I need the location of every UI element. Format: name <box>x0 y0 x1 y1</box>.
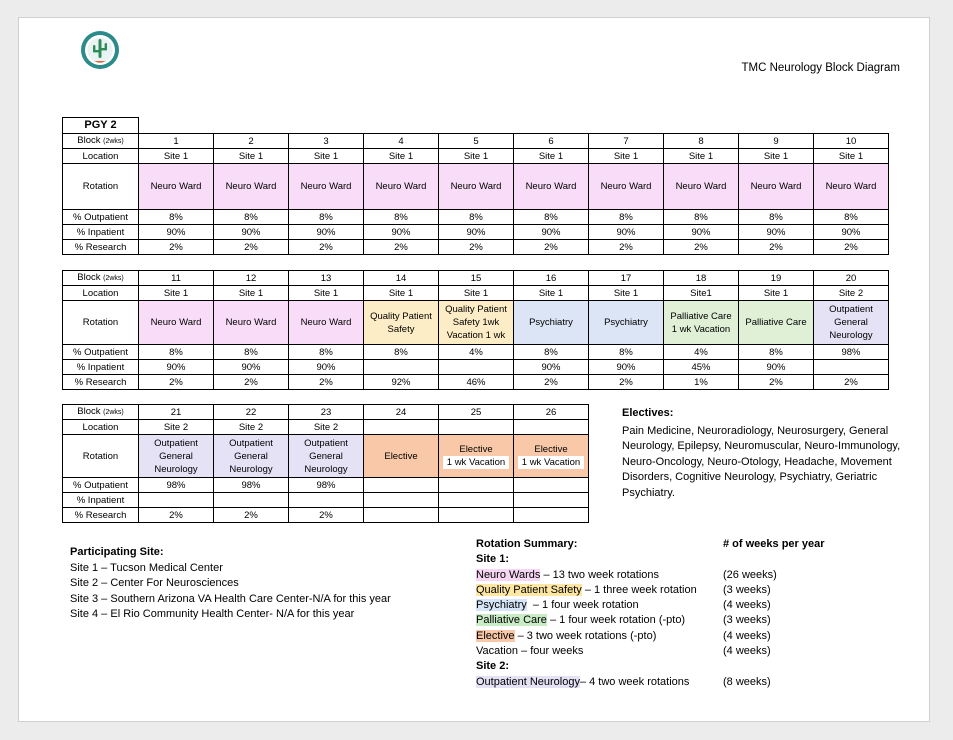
block-table-pgy2-3 <box>62 404 589 523</box>
summary-row-neuro-wards: Neuro Wards – 13 two week rotations (26 weeks) <box>476 568 777 581</box>
electives-heading: Electives: <box>622 407 674 419</box>
document-page <box>18 17 930 722</box>
block-row: Block (2wks) 11 12 13 14 15 16 17 18 19 20 <box>63 271 889 286</box>
pgy-label: PGY 2 <box>63 118 139 134</box>
inpatient-row: % Inpatient <box>63 493 589 508</box>
block-table-pgy2-2 <box>62 270 889 390</box>
cactus-seal-icon <box>80 30 120 70</box>
block-row: Block (2wks) 1 2 3 4 5 6 7 8 9 10 <box>63 134 889 149</box>
block-label: Block (2wks) <box>63 271 139 286</box>
site-item: Site 2 – Center For Neurosciences <box>70 577 239 590</box>
inpatient-row: % Inpatient 90% 90% 90% 90% 90% 90% 90% 90% 90% 90% <box>63 225 889 240</box>
document-title: TMC Neurology Block Diagram <box>741 62 900 74</box>
outpatient-row: % Outpatient 98% 98% 98% <box>63 478 589 493</box>
summary-heading: Rotation Summary: <box>476 538 578 550</box>
inpatient-row: % Inpatient 90% 90% 90% 90% 90% 45% 90% <box>63 360 889 375</box>
summary-row-psychiatry: Psychiatry – 1 four week rotation (4 weeks) <box>476 599 771 612</box>
rotation-summary <box>476 537 916 690</box>
summary-row-vacation: Vacation – four weeks (4 weeks) <box>476 645 771 658</box>
site-item: Site 1 – Tucson Medical Center <box>70 561 223 574</box>
research-row: % Research 2% 2% 2% 2% 2% 2% 2% 2% 2% 2% <box>63 240 889 255</box>
summary-row-outpatient: Outpatient Neurology– 4 two week rotations (8 weeks) <box>476 675 771 688</box>
sites-heading: Participating Site: <box>70 546 164 558</box>
block-label: Block (2wks) <box>63 405 139 420</box>
block-table-pgy2-1 <box>62 117 889 255</box>
summary-row-elective: Elective – 3 two week rotations (-pto) (4 weeks) <box>476 629 771 642</box>
location-row: Location Site 2 Site 2 Site 2 <box>63 420 589 435</box>
summary-site2-label: Site 2: <box>476 660 510 673</box>
weeks-heading: # of weeks per year <box>723 538 825 550</box>
summary-row-quality: Quality Patient Safety – 1 three week rotation (3 weeks) <box>476 583 771 596</box>
location-row: Location Site 1 Site 1 Site 1 Site 1 Site 1 Site 1 Site 1 Site1 Site 1 Site 2 <box>63 286 889 301</box>
outpatient-row: % Outpatient 8% 8% 8% 8% 4% 8% 8% 4% 8% 98% <box>63 345 889 360</box>
rotation-row: Rotation Outpatient General Neurology Outpatient General Neurology Outpatient General Neurology Elective Elective 1 wk Vacation Elective 1 wk Vacation <box>63 435 589 478</box>
rotation-row: Rotation Neuro Ward Neuro Ward Neuro Ward Neuro Ward Neuro Ward Neuro Ward Neuro Ward Neuro Ward Neuro Ward Neuro Ward <box>63 164 889 210</box>
electives-section <box>622 406 912 501</box>
block-label: Block (2wks) <box>63 134 139 149</box>
participating-sites <box>70 545 391 623</box>
site-item: Site 4 – El Rio Community Health Center- N/A for this year <box>70 608 355 621</box>
summary-row-palliative: Palliative Care – 1 four week rotation (-pto) (3 weeks) <box>476 614 771 627</box>
rotation-row: Rotation Neuro Ward Neuro Ward Neuro Ward Quality Patient Safety Quality Patient Safety 1wk Vacation 1 wk Psychiatry Psychiatry Palliative Care 1 wk Vacation Palliative Care Outpatient General Neurology <box>63 301 889 345</box>
electives-text: Pain Medicine, Neuroradiology, Neurosurgery, General Neurology, Epilepsy, Neuromuscular, Neuro-Immunology, Neuro-Oncology, Neuro-Otology, Headache, Movement Disorders, Cognitive Neurology, Psychiatry, Geriatric Psychiatry. <box>622 424 901 499</box>
summary-site1-label: Site 1: <box>476 553 510 566</box>
site-item: Site 3 – Southern Arizona VA Health Care Center-N/A for this year <box>70 592 391 605</box>
location-row: Location Site 1 Site 1 Site 1 Site 1 Site 1 Site 1 Site 1 Site 1 Site 1 Site 1 <box>63 149 889 164</box>
research-row: % Research 2% 2% 2% 92% 46% 2% 2% 1% 2% 2% <box>63 375 889 390</box>
block-row: Block (2wks) 21 22 23 24 25 26 <box>63 405 589 420</box>
research-row: % Research 2% 2% 2% <box>63 508 589 523</box>
outpatient-row: % Outpatient 8% 8% 8% 8% 8% 8% 8% 8% 8% 8% <box>63 210 889 225</box>
